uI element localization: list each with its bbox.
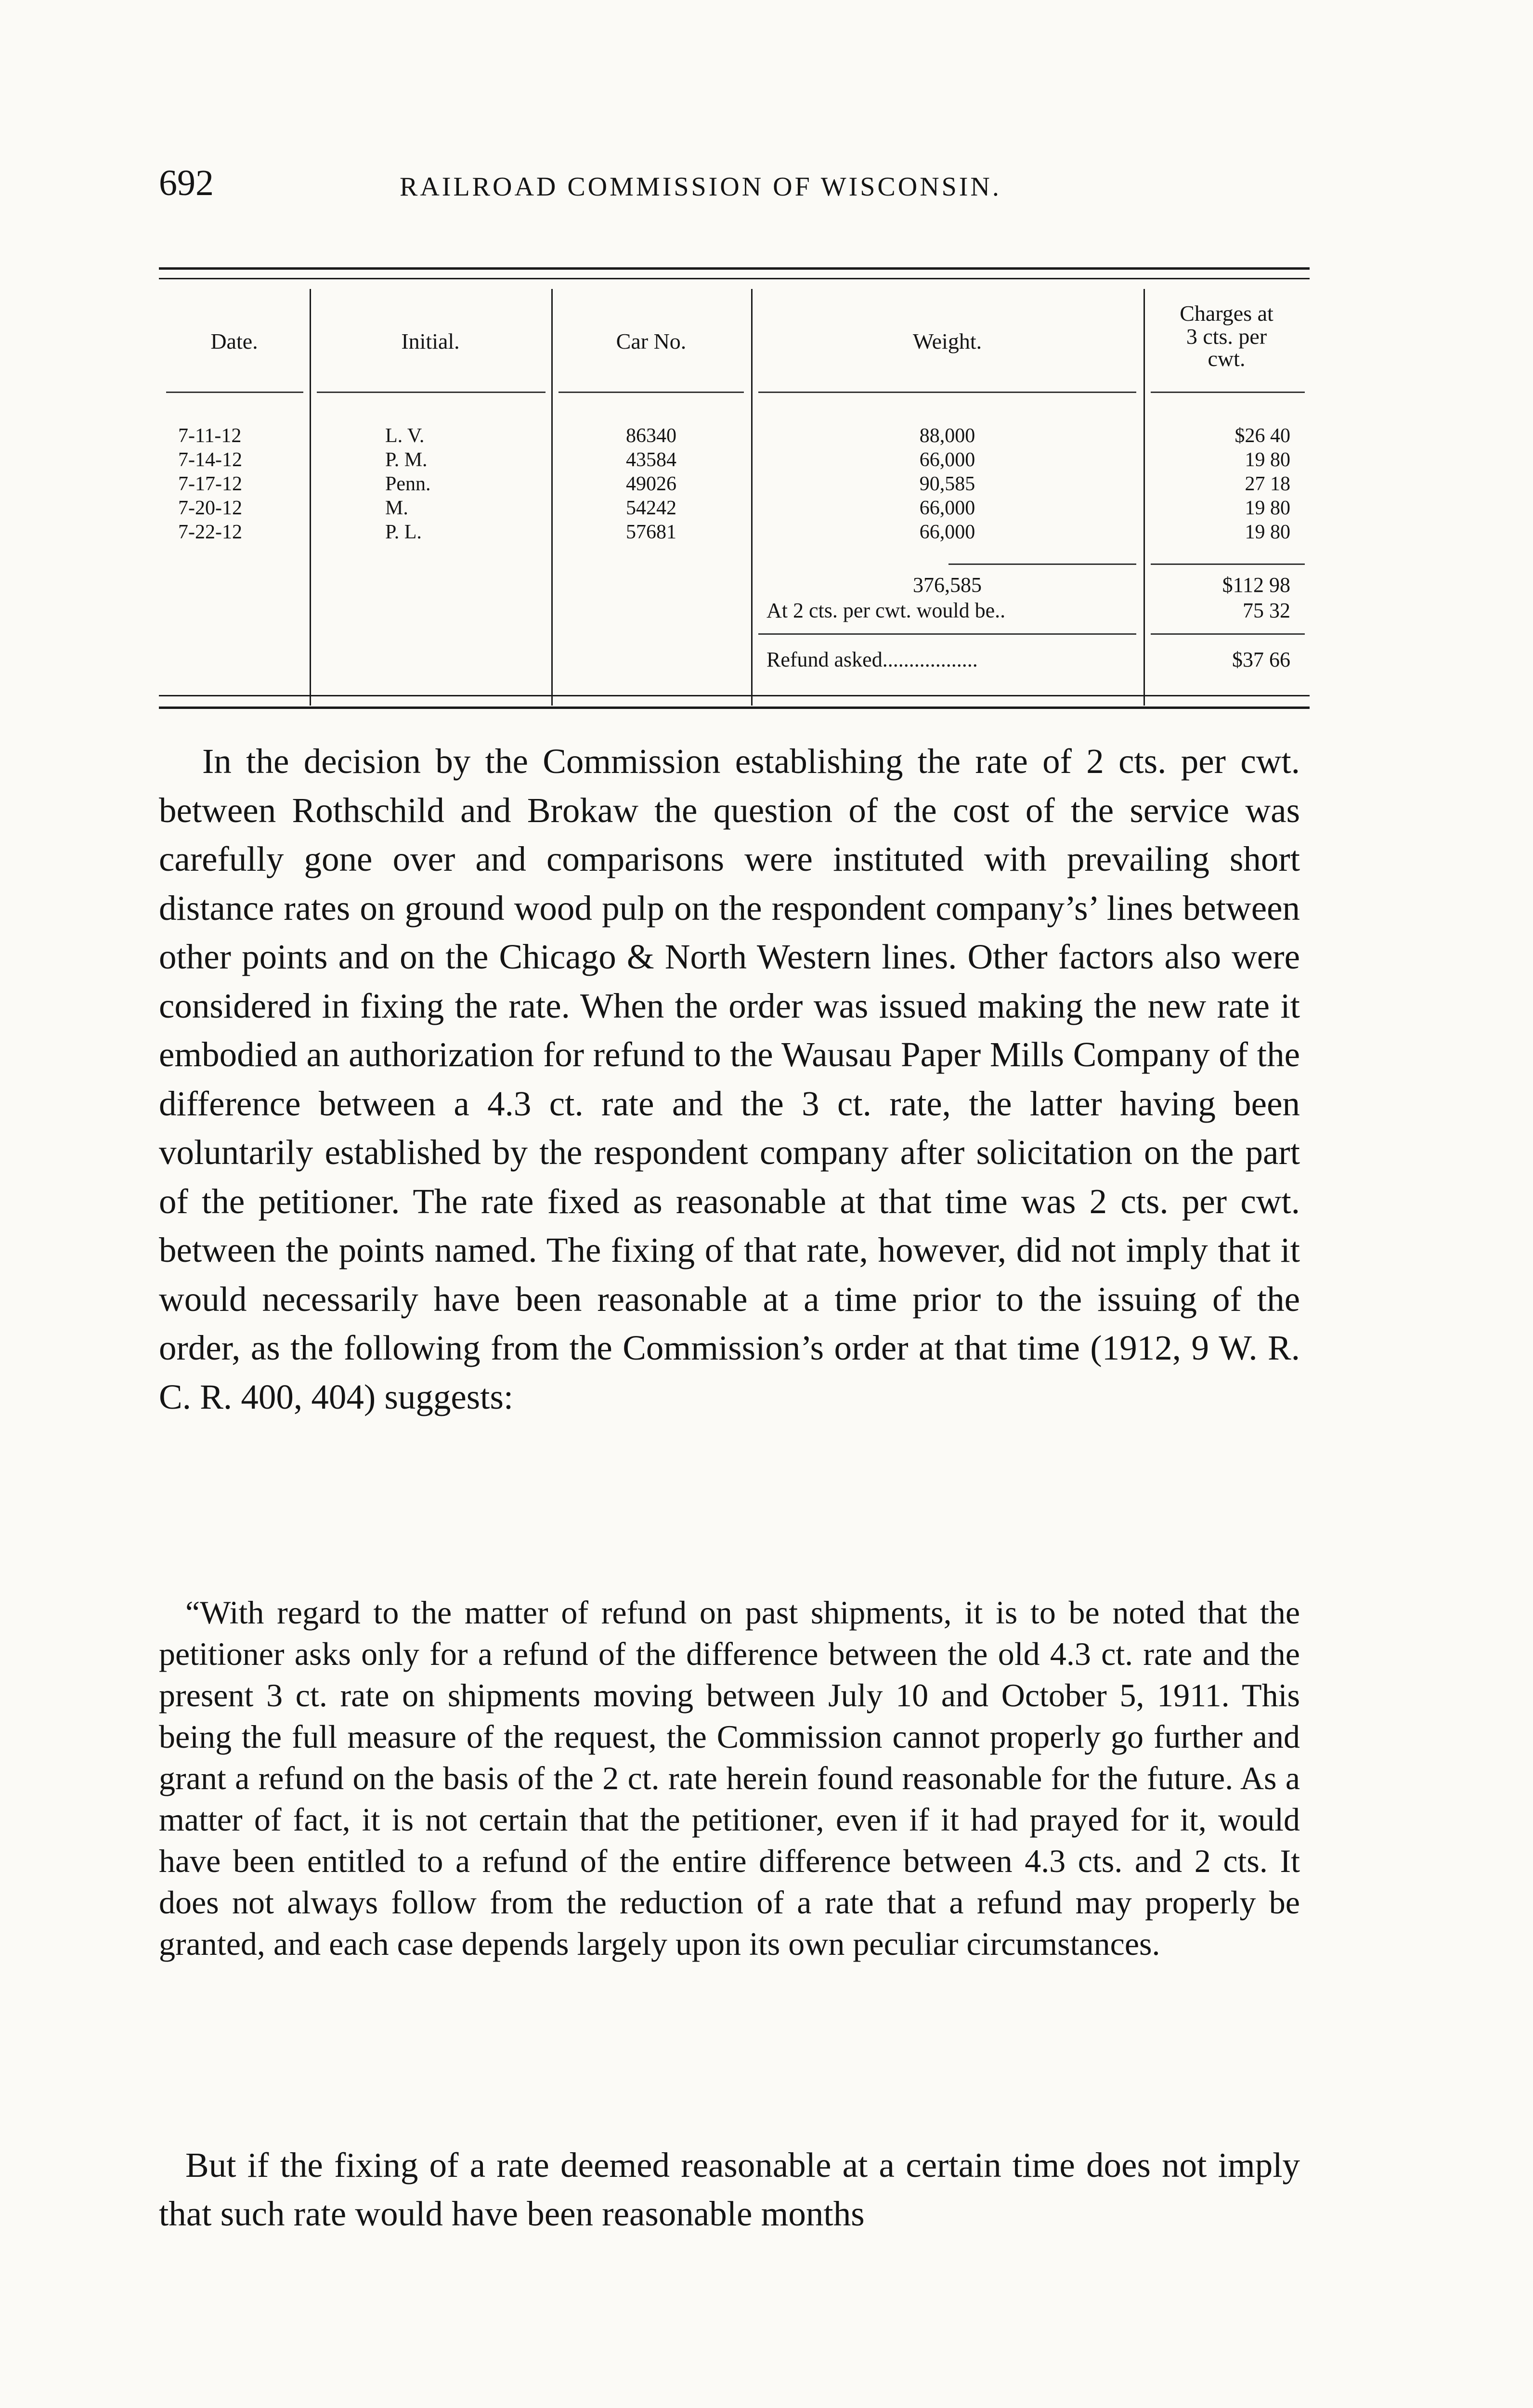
car-numbers-column: 86340 43584 49026 54242 57681 xyxy=(626,425,676,543)
header-car-no: Car No. xyxy=(616,329,687,353)
table-bottom-rule xyxy=(159,707,1310,709)
table-bottom-rule-inner xyxy=(159,695,1310,696)
table-top-rule-inner xyxy=(159,278,1310,279)
header-underline xyxy=(166,392,303,393)
total-weight: 376,585 xyxy=(913,573,982,597)
header-underline xyxy=(559,392,744,393)
paragraph-text: In the decision by the Commission establishing the rate of 2 cts. per cwt. between Rothschild and Brokaw the question of the cost of the service was carefully gone over and comparisons were instituted with prevailing short distance rates on ground wood pulp on the respondent company’s’ lines between other points and on the Chicago & North Western lines. Other factors also were considered in fixing the rate. When the order was issued making the new rate it embodied an authorization for refund to the Wausau Paper Mills Company of the difference between a 4.3 ct. rate and the 3 ct. rate, the latter having been voluntarily established by the respondent company after solicitation on the part of the petitioner. The rate fixed as reasonable at that time was 2 cts. per cwt. between the points named. The fixing of that rate, however, did not imply that it would necessarily have been reasonable at a time prior to the issuing of the order, as the following from the Commission’s order at that time (1912, 9 W. R. C. R. 400, 404) suggests: xyxy=(159,742,1300,1416)
header-charges-line3: cwt. xyxy=(1208,346,1246,371)
refund-value: $37 66 xyxy=(1232,648,1290,671)
table-top-rule xyxy=(159,267,1310,270)
body-paragraph-2 xyxy=(159,2141,1300,2238)
page-number: 692 xyxy=(159,163,214,203)
body-paragraph-1 xyxy=(159,737,1300,1421)
header-underline xyxy=(317,392,546,393)
header-charges-line1: Charges at xyxy=(1180,301,1273,326)
quote-text: “With regard to the matter of refund on past shipments, it is to be noted that the petitioner asks only for a refund of the difference between the old 4.3 ct. rate and the present 3 ct. rate on shipments moving between July 10 and October 5, 1911. This being the full measure of the request, the Commission cannot properly go further and grant a refund on the basis of the 2 ct. rate herein found reasonable for the future. As a matter of fact, it is not certain that the petitioner, even if it had prayed for it, would have been entitled to a refund of the entire difference between 4.3 cts. and 2 cts. It does not always follow from the reduction of a rate that a refund may properly be granted, and each case depends largely upon its own peculiar circumstances. xyxy=(159,1594,1300,1962)
header-date: Date. xyxy=(210,329,258,353)
quoted-order xyxy=(159,1592,1300,1964)
at-2cts-label: At 2 cts. per cwt. would be.. xyxy=(766,599,1006,622)
refund-rule xyxy=(1151,633,1305,635)
total-charges: $112 98 xyxy=(1222,573,1290,597)
running-title: RAILROAD COMMISSION OF WISCONSIN. xyxy=(400,172,1001,202)
weight-subtotal-rule xyxy=(948,563,1136,565)
at-2cts-value: 75 32 xyxy=(1243,599,1290,622)
header-initial: Initial. xyxy=(401,329,460,353)
charges-column: $26 40 19 80 27 18 19 80 19 80 xyxy=(1234,425,1290,543)
header-weight: Weight. xyxy=(912,329,982,353)
header-underline xyxy=(1151,392,1305,393)
shipments-table xyxy=(159,267,1310,713)
refund-rule xyxy=(758,633,1136,635)
charges-subtotal-rule xyxy=(1151,563,1305,565)
initials-column: L. V. P. M. Penn. M. P. L. xyxy=(385,425,431,543)
header-underline xyxy=(758,392,1136,393)
running-header xyxy=(159,159,1300,212)
weights-column: 88,000 66,000 90,585 66,000 66,000 xyxy=(919,425,975,543)
dates-column: 7-11-12 7-14-12 7-17-12 7-20-12 7-22-12 xyxy=(178,425,242,543)
header-charges-line2: 3 cts. per xyxy=(1186,324,1267,349)
refund-label: Refund asked.................. xyxy=(766,648,978,671)
paragraph-text: But if the fixing of a rate deemed reasonable at a certain time does not imply that such rate would have been reasonable months xyxy=(159,2146,1300,2233)
